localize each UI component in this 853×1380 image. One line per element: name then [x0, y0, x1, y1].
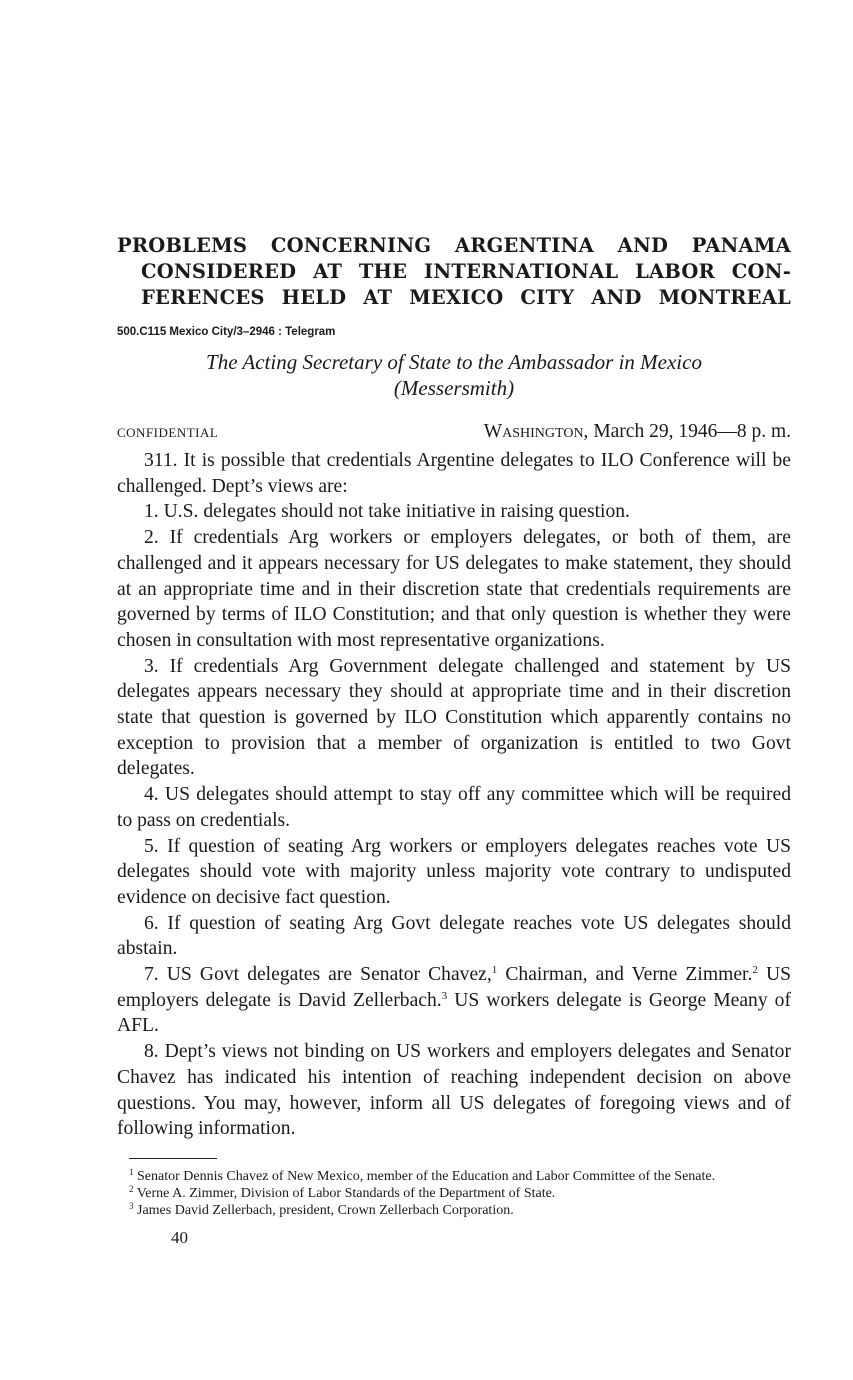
footnote-3: [117, 1202, 791, 1219]
paragraph-5: 5. If question of seating Arg workers or employers delegates reaches vote US delegates should vote with majority unless majority vote contrary to undisputed evidence on decisive fact question.: [117, 835, 791, 908]
paragraph-4: 4. US delegates should attempt to stay off any committee which will be required to pass on credentials.: [117, 784, 791, 831]
page-number: 40: [171, 1227, 188, 1247]
file-reference: 500.C115 Mexico City/3–2946 : Telegram: [117, 326, 336, 338]
footnote-ref-3: 3: [441, 989, 448, 1002]
footnote-ref-1: 1: [491, 964, 498, 977]
footnote-2-text: Verne A. Zimmer, Division of Labor Standards of the Department of State.: [136, 1185, 556, 1201]
footnote-divider: [129, 1158, 217, 1159]
footnote-1: [117, 1168, 791, 1185]
paragraph-8: 8. Dept’s views not binding on US workers and employers delegates and Senator Chavez has indicated his intention of reaching independent decision on above questions. You may, however, inform all US delegates of foregoing views and of following information.: [117, 1041, 791, 1140]
dateline-date: March 29, 1946—8 p. m.: [593, 421, 791, 442]
chapter-title-line-2: CONSIDERED AT THE INTERNATIONAL LABOR CON-: [141, 260, 791, 283]
chapter-title-line-3: FERENCES HELD AT MEXICO CITY AND MONTREAL: [141, 286, 791, 309]
document-heading: [117, 349, 791, 401]
classification-label: CONFIDENTIAL: [117, 425, 219, 440]
place-date: [484, 419, 791, 445]
paragraph-2: 2. If credentials Arg workers or employers delegates, or both of them, are challenged and it appears necessary for US delegates to make statement, they should at an appropriate time and in their discretion state that credentials requirements are governed by terms of ILO Constitution; and that only question is whether they were chosen in consultation with most representative organizations.: [117, 527, 791, 651]
paragraph-7-part-c: US employers delegate is David Zellerbach.: [117, 964, 791, 1011]
chapter-title-line-1: PROBLEMS CONCERNING ARGENTINA AND PANAMA: [117, 234, 791, 257]
document-heading-line-1: The Acting Secretary of State to the Ambassador in Mexico: [206, 350, 702, 374]
dateline: [117, 419, 791, 446]
paragraph-3: 3. If credentials Arg Government delegate challenged and statement by US delegates appears necessary they should at appropriate time and in their discretion state that question is governed by ILO Constitution which apparently contains no exception to provision that a member of organization is entitled to two Govt delegates.: [117, 655, 791, 780]
document-heading-line-2: (Messersmith): [393, 376, 515, 400]
footnote-1-text: Senator Dennis Chavez of New Mexico, member of the Education and Labor Committee of the Senate.: [137, 1168, 716, 1184]
telegram-body: [117, 448, 791, 1142]
footnote-ref-2: 2: [752, 964, 758, 977]
paragraph-intro: 311. It is possible that credentials Argentine delegates to ILO Conference will be challenged. Dept’s views are:: [117, 450, 791, 497]
footnotes: [117, 1168, 791, 1219]
paragraph-7: [117, 962, 791, 1039]
paragraph-7-part-d: US workers delegate is George Meany of AFL.: [117, 989, 792, 1037]
dateline-place: Washington,: [483, 421, 589, 442]
paragraph-7-part-b: Chairman, and Verne Zimmer.: [497, 964, 753, 986]
footnote-3-marker: 3: [129, 1200, 134, 1211]
paragraph-1: 1. U.S. delegates should not take initiative in raising question.: [144, 501, 630, 523]
paragraph-6: 6. If question of seating Arg Govt delegate reaches vote US delegates should abstain.: [117, 912, 791, 960]
footnote-3-text: James David Zellerbach, president, Crown Zellerbach Corporation.: [137, 1202, 514, 1218]
footnote-2-marker: 2: [129, 1183, 134, 1194]
footnote-2: [117, 1185, 791, 1202]
chapter-title: [117, 233, 791, 311]
document-page: [117, 233, 791, 1249]
paragraph-7-part-a: 7. US Govt delegates are Senator Chavez,: [144, 964, 492, 986]
footnote-1-marker: 1: [129, 1166, 134, 1177]
